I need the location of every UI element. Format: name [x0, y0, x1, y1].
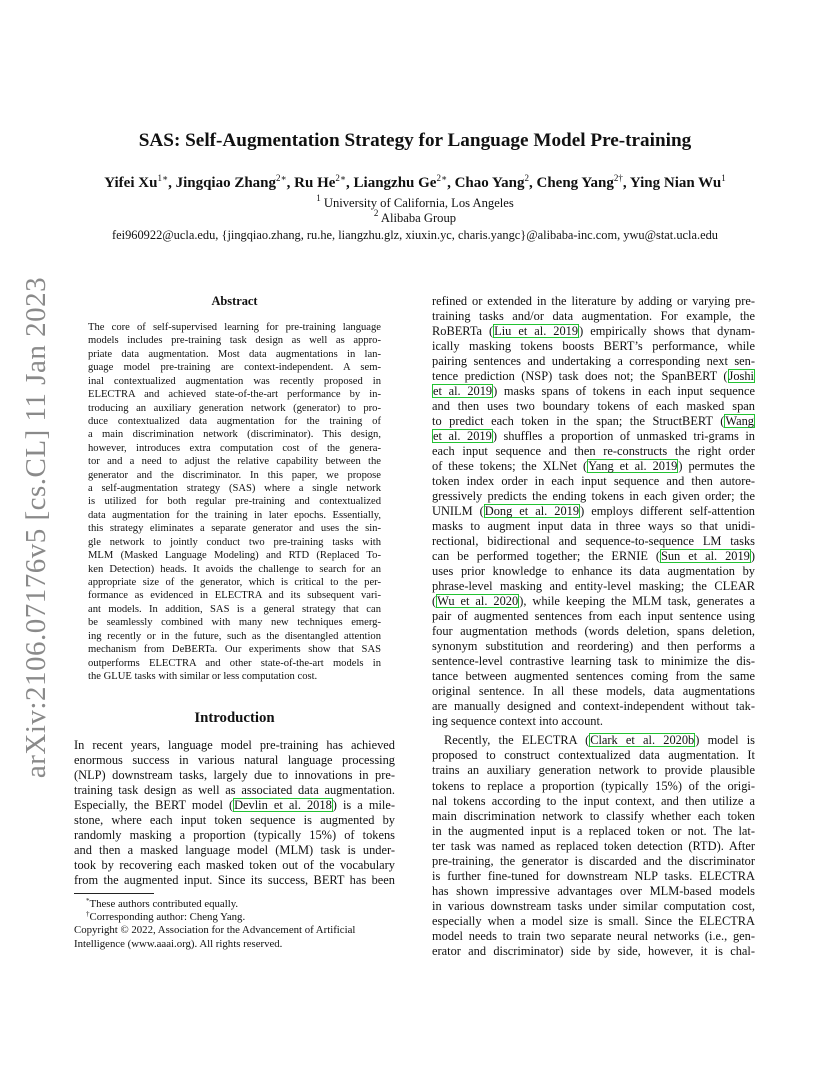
text-run: ) shuffles a proportion of unmasked tri-grams in [492, 429, 755, 444]
abstract-line: tor and a need to adjust the relative capability between the [88, 456, 381, 468]
abstract-line: generator and the discriminator. In this paper, we propose [88, 469, 381, 481]
text-line [432, 324, 755, 339]
footnote [74, 911, 404, 924]
text-run: (NLP) downstream tasks, largely due to innovations in pre- [74, 768, 395, 783]
text-line [432, 444, 755, 459]
text-run: can be performed together; the ERNIE ( [432, 549, 660, 564]
text-line [432, 684, 755, 699]
footnote-mark: * [86, 897, 90, 905]
text-line [432, 579, 755, 594]
citation-link[interactable]: et al. 2019 [433, 384, 493, 399]
text-line [432, 763, 755, 778]
citation-link[interactable]: Clark et al. 2020b [590, 733, 695, 748]
author-name: Yifei Xu [104, 175, 158, 191]
text-line [432, 794, 755, 809]
text-run: and then uses two boundary tokens of each masked span [432, 399, 755, 414]
abstract-line: a main discrimination network (discriminator). This design, [88, 429, 381, 441]
text-run: are manually designed and context-independent without tak- [432, 699, 755, 714]
text-run: training task design as well as associated data augmentation. [74, 783, 395, 798]
author-list [70, 172, 760, 194]
citation-link[interactable]: Wang [725, 414, 754, 429]
footnote-text: Corresponding author: Cheng Yang. [89, 911, 246, 924]
text-line [432, 839, 755, 854]
text-run: has shown impressive advantages over MLM-based models [432, 883, 755, 898]
author-affiliation-mark: 2∗ [276, 173, 287, 183]
text-line [432, 748, 755, 763]
affiliation-1: $^1$ University of California, Los Angeles [316, 193, 514, 210]
author-name: Liangzhu Ge [353, 175, 437, 191]
abstract-line: appropriate size of the generator, which is critical to the per- [88, 577, 381, 589]
text-line [74, 858, 395, 873]
text-line [432, 594, 755, 609]
abstract-line: priate data augmentation. Most data augmentations in lan- [88, 348, 381, 360]
text-run: tokens to replace a proportion (typically 15%) of the origi- [432, 778, 755, 793]
citation-link[interactable]: Liu et al. 2019 [494, 324, 579, 339]
text-line [432, 624, 755, 639]
abstract-text [88, 321, 381, 683]
copyright-notice: Copyright © 2022, Association for the Advancement of Artificial [74, 924, 356, 937]
text-run: token index order in each input sequence and then autore- [432, 474, 755, 489]
text-line [432, 609, 755, 624]
text-line [432, 929, 755, 944]
author-affiliation-mark: 2∗ [335, 173, 347, 183]
text-run: tence prediction (NSP) task does not; the SpanBERT ( [432, 369, 728, 384]
abstract-line: be seamlessly combined with many new techniques emerg- [88, 617, 381, 629]
text-run: took by recovering each masked token out of the vocabulary [74, 858, 395, 873]
abstract-line: duce contextualized data augmentation for the training of [88, 415, 381, 427]
text-line [432, 474, 755, 489]
abstract-line: models includes pre-training task design as well as appro- [88, 335, 381, 347]
text-run: ( [432, 594, 437, 609]
abstract-line: mechanism from DeBERTa. Our experiments show that SAS [88, 644, 381, 656]
text-run: masks to augment input data in three ways so that unidi- [432, 519, 755, 534]
text-line [74, 798, 395, 813]
text-run: model needs to train two separate neural networks (i.e., gen- [432, 928, 755, 943]
abstract-line: ken Detection) heads. It avoids the challenge to search for an [88, 563, 381, 575]
text-line [432, 654, 755, 669]
author-affiliation-mark: 2 [524, 173, 529, 183]
text-run: tance between augmented sentences coming from the same [432, 669, 755, 684]
abstract-line: a self-augmentation strategy (SAS) where a single network [88, 483, 381, 495]
text-run: ing sequence context into account. [432, 714, 604, 729]
text-run: in various downstream tasks under similar computation cost, [432, 898, 755, 913]
text-run: main discrimination network to classify whether each token [432, 808, 755, 823]
abstract-line: the GLUE tasks with similar or less computation cost. [88, 670, 318, 682]
text-run: ) masks spans of tokens in each input sequence [493, 384, 755, 399]
text-run: gressively predicts the ending tokens in each given order; the [432, 489, 755, 504]
text-run: ) is a mile- [332, 798, 395, 813]
abstract-line: data augmentation for the training in later epochs. Essentially, [88, 509, 381, 521]
abstract-line: inal contextualized augmentation was recently proposed in [88, 375, 381, 387]
author-affiliation-mark: 1 [721, 173, 726, 183]
introduction-text [74, 738, 395, 888]
author-separator: , [528, 175, 537, 191]
text-line [432, 669, 755, 684]
text-run: to predict each token in the span; the StructBERT ( [432, 414, 725, 429]
author-emails: fei960922@ucla.edu, {jingqiao.zhang, ru.he, liangzhu.glz, xiuxin.yc, charis.yangc}@alibaba-inc.com, ywu@stat.ucla.edu [112, 228, 718, 242]
text-run: pair of augmented sentences from each input sentence using [432, 609, 755, 624]
footnotes [74, 898, 404, 951]
text-run: Recently, the ELECTRA ( [444, 733, 590, 748]
text-line [74, 738, 395, 753]
introduction-heading: Introduction [194, 710, 275, 726]
citation-link[interactable]: Devlin et al. 2018 [234, 798, 332, 813]
affiliation-2: $^2$ Alibaba Group [373, 208, 457, 225]
text-run: ) empirically shows that dynam- [579, 324, 755, 339]
text-run: each input sequence and then re-constructs the right order [432, 444, 755, 459]
text-line [432, 414, 755, 429]
author-separator: , [168, 175, 176, 191]
author-separator: , [447, 175, 455, 191]
text-run: Especially, the BERT model ( [74, 798, 234, 813]
text-run: enormous success in various natural language processing [74, 753, 395, 768]
text-line [432, 824, 755, 839]
text-line [432, 459, 755, 474]
abstract-line: formance as evidenced in ELECTRA and its subsequent vari- [88, 590, 381, 602]
text-run: ter task was named as replaced token detection (RTD). After [432, 838, 755, 853]
text-line [74, 813, 395, 828]
citation-link[interactable]: Sun et al. 2019 [660, 549, 750, 564]
text-run: from the augmented input. Since its success, BERT has been [74, 873, 395, 888]
abstract-line: outperforms ELECTRA and other state-of-the-art models in [88, 657, 381, 669]
abstract-line: however, introduces extra computation cost of the genera- [88, 442, 381, 454]
author-name: Cheng Yang [536, 175, 614, 191]
right-column [432, 294, 755, 959]
text-line [432, 519, 755, 534]
author-name: Chao Yang [454, 175, 525, 191]
author-affiliation-mark: 2∗ [436, 173, 448, 183]
text-run: and then a masked language model (MLM) task is under- [74, 843, 395, 858]
author-separator: , [286, 175, 295, 191]
text-run: ) [750, 549, 755, 564]
text-line [74, 768, 395, 783]
text-run: stone, where each input token sequence is augmented by [74, 813, 395, 828]
text-run: pre-training, the generator is discarded and the discriminator [432, 853, 755, 868]
text-run: randomly masking a proportion (typically 15%) of tokens [74, 828, 395, 843]
text-run: ), while keeping the MLM task, generates a [519, 594, 755, 609]
text-run: ically masking tokens boosts BERT’s performance, while [432, 339, 755, 354]
text-line [432, 294, 755, 309]
paper-title: SAS: Self-Augmentation Strategy for Language Model Pre-training [138, 130, 692, 151]
abstract-line: ing recently or in the future, such as the disentangled attention [88, 630, 381, 642]
author-affiliation-mark: 1∗ [157, 173, 169, 183]
text-line [432, 914, 755, 929]
text-line [432, 354, 755, 369]
text-line [74, 753, 395, 768]
author-name: Jingqiao Zhang [175, 175, 277, 191]
text-line [432, 384, 755, 399]
text-line [432, 429, 755, 444]
text-line [432, 809, 755, 824]
abstract-line: ELECTRA and achieved state-of-the-art performance by in- [88, 389, 381, 401]
text-run: synonym substitution and reordering) and then performs a [432, 639, 755, 654]
footnote-mark: † [86, 910, 90, 919]
text-line [432, 309, 755, 324]
text-line [432, 779, 755, 794]
text-line [74, 843, 395, 858]
author-separator: , [346, 175, 354, 191]
text-line [74, 828, 395, 843]
abstract-line: guage model pre-training are context-independent. A sem- [88, 362, 381, 374]
text-run: four augmentation methods (words deletion, spans deletion, [432, 624, 755, 639]
citation-link[interactable]: Dong et al. 2019 [484, 504, 580, 519]
text-line [74, 873, 395, 888]
text-run: ) permutes the [678, 459, 755, 474]
abstract-line: this strategy eliminates a separate generator and uses the sin- [88, 523, 381, 535]
text-run: sentence-level contrastive learning task to minimize the dis- [432, 654, 755, 669]
abstract-line: ant models. In addition, SAS is a general strategy that can [88, 603, 381, 615]
text-run: nal tokens according to the input context, and then utilize a [432, 793, 755, 808]
text-line [432, 639, 755, 654]
text-run: pairing sentences and undertaking a corresponding next sen- [432, 354, 755, 369]
text-run: RoBERTa ( [432, 324, 494, 339]
text-run: is further fine-tuned for downstream NLP tasks. ELECTRA [432, 868, 755, 883]
text-line [432, 869, 755, 884]
right-paragraph-1 [432, 294, 755, 729]
citation-link[interactable]: Joshi [728, 369, 754, 384]
text-run: trains an auxiliary generation network to provide plausible [432, 763, 755, 778]
text-run: UNILM ( [432, 504, 484, 519]
text-line [432, 899, 755, 914]
text-line [432, 944, 755, 959]
text-line [432, 714, 755, 729]
text-line [432, 369, 755, 384]
text-run: especially when a model size is small. Since the ELECTRA [432, 913, 755, 928]
text-line [432, 733, 755, 748]
text-line [432, 504, 755, 519]
abstract-line: is utilized for both regular pre-training and contextualized [88, 496, 381, 508]
abstract-line: The core of self-supervised learning for pre-training language [88, 322, 381, 333]
abstract-line: troducing an auxiliary generation network (generator) to pro- [88, 402, 381, 414]
text-run: original sentence. In all these models, data augmentations [432, 684, 755, 699]
text-run: In recent years, language model pre-training has achieved [74, 738, 395, 752]
author-name: Ying Nian Wu [629, 175, 722, 191]
text-line [74, 783, 395, 798]
text-run: rectional, bidirectional and sequence-to-sequence LM tasks [432, 534, 755, 549]
abstract-line: MLM (Masked Language Modeling) and RTD (Replaced To- [88, 550, 381, 562]
text-run: uses prior knowledge to enhance its data augmentation by [432, 564, 755, 579]
footnote [74, 898, 404, 911]
author-name: Ru He [294, 175, 336, 191]
text-run: erator and discriminator) side by side, however, it is chal- [432, 943, 755, 958]
text-run: ) employs different self-attention [580, 504, 755, 519]
text-run: of these tokens; the XLNet ( [432, 459, 588, 474]
text-run: in the augmented input is a replaced token or not. The lat- [432, 823, 755, 838]
arxiv-identifier: arXiv:2106.07176v5 [cs.CL] 11 Jan 2023 [20, 276, 53, 778]
text-line [432, 854, 755, 869]
text-line [432, 339, 755, 354]
text-run: ) model is [695, 733, 755, 748]
text-run: training tasks and/or data augmentation. For example, the [432, 309, 755, 324]
text-line [432, 549, 755, 564]
footnote-text: These authors contributed equally. [89, 898, 239, 910]
text-line [432, 884, 755, 899]
text-run: phrase-level masking and entity-level masking; the CLEAR [432, 579, 755, 594]
footnote-rule [74, 893, 154, 894]
copyright-notice: Intelligence (www.aaai.org). All rights reserved. [74, 937, 283, 950]
citation-link[interactable]: Wu et al. 2020 [437, 594, 519, 609]
abstract-line: gle network to jointly conduct two pre-training tasks with [88, 536, 381, 548]
text-line [432, 564, 755, 579]
text-run: refined or extended in the literature by adding or varying pre- [432, 294, 755, 308]
text-run: proposed to construct contextualized data augmentation. It [432, 748, 755, 763]
text-line [432, 399, 755, 414]
author-separator: , [622, 175, 630, 191]
right-paragraph-2 [432, 733, 755, 958]
author-affiliation-mark: 2† [613, 173, 623, 183]
text-line [432, 534, 755, 549]
citation-link[interactable]: et al. 2019 [433, 429, 492, 444]
citation-link[interactable]: Yang et al. 2019 [588, 459, 678, 474]
text-line [432, 699, 755, 714]
text-line [432, 489, 755, 504]
abstract-heading: Abstract [211, 294, 258, 308]
